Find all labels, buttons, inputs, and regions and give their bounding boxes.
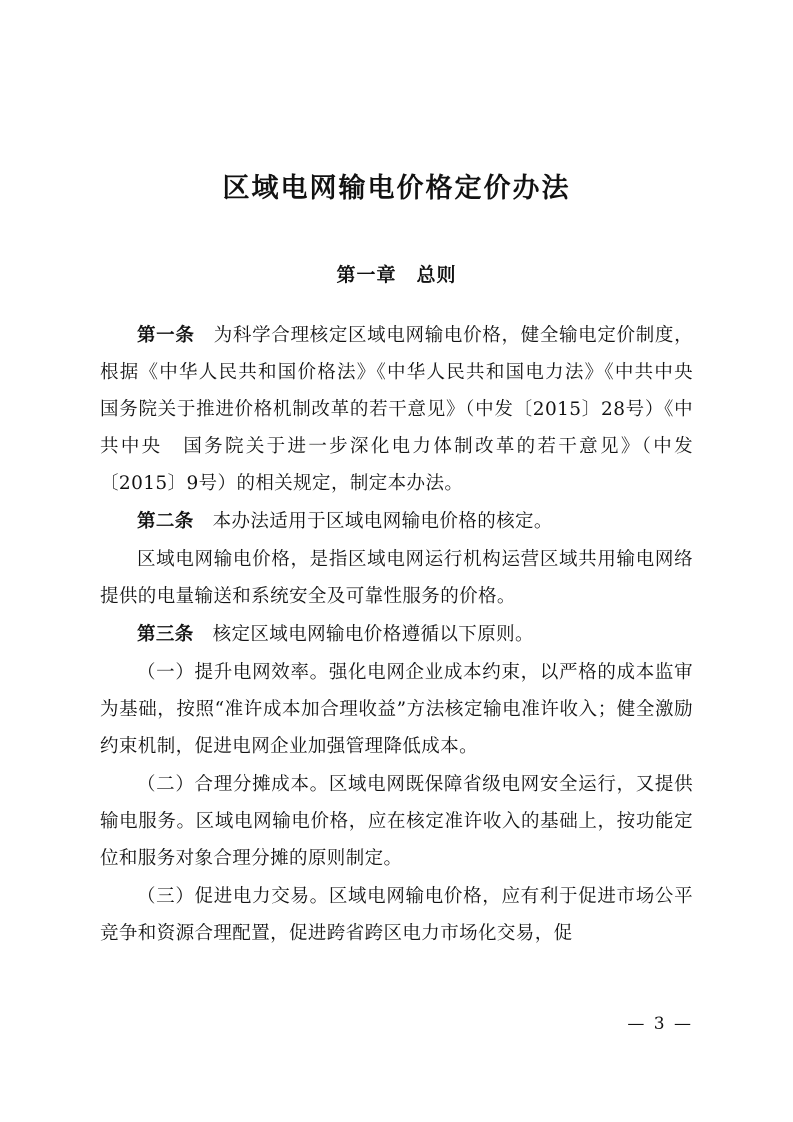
chapter-heading: 第一章 总则 xyxy=(336,263,457,286)
paragraph-principle-1: （一）提升电网效率。强化电网企业成本约束，以严格的成本监审为基础，按照“准许成本加合理收益”方法核定输电准许收入；健全激励约束机制，促进电网企业加强管理降低成本。 xyxy=(100,661,693,757)
paragraph-principle-2: （二）合理分摊成本。区域电网既保障省级电网安全运行，又提供输电服务。区域电网输电价格，应在核定准许收入的基础上，按功能定位和服务对象合理分摊的原则制定。 xyxy=(100,773,693,869)
paragraph-article-3: 第三条 核定区域电网输电价格遵循以下原则。 xyxy=(137,623,534,645)
paragraph-article-2: 第二条 本办法适用于区域电网输电价格的核定。 xyxy=(137,510,553,532)
paragraph-article-2-definition: 区域电网输电价格，是指区域电网运行机构运营区域共用输电网络提供的电量输送和系统安全及可靠性服务的价格。 xyxy=(100,548,693,607)
paragraph-principle-3: （三）促进电力交易。区域电网输电价格，应有利于促进市场公平竞争和资源合理配置，促进跨省跨区电力市场化交易，促 xyxy=(100,885,693,944)
paragraph-article-1: 第一条 为科学合理核定区域电网输电价格，健全输电定价制度，根据《中华人民共和国价格法》《中华人民共和国电力法》《中共中央 国务院关于推进价格机制改革的若干意见》（中发〔2015〕28号）《中共中央 国务院关于进一步深化电力体制改革的若干意见》（中发〔2015〕9号）的相关规定，制定本办法。 xyxy=(100,324,712,494)
page-title: 区域电网输电价格定价办法 xyxy=(222,173,571,204)
page-number: — 3 — xyxy=(627,1014,693,1034)
